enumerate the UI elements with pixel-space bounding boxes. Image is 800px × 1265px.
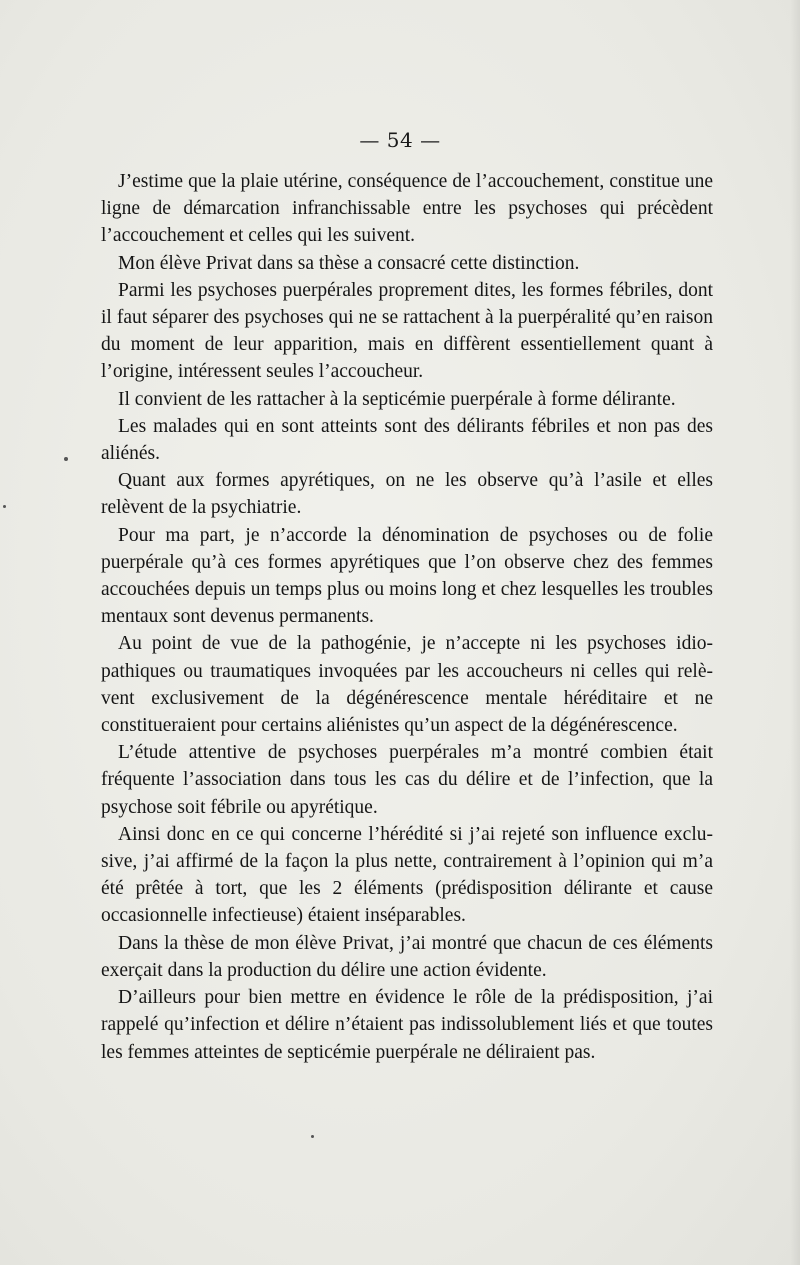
- paragraph-3: Parmi les psychoses puerpérales proprement dites, les formes fébriles, dont il faut séparer des psychoses qui ne se rattachent à la puerpéralité qu’en raison du moment de leur apparition, mais en diffèrent essentiellement quant à l’origine, intéressent seules l’accoucheur.: [101, 279, 713, 383]
- paragraph-6: Quant aux formes apyrétiques, on ne les observe qu’à l’asile et elles relèvent de la psychiatrie.: [101, 470, 713, 519]
- paragraph-10: Ainsi donc en ce qui concerne l’hérédité si j’ai rejeté son influence exclusive, j’ai affirmé de la façon la plus nette, contrairement à l’opinion qui m’a été prêtée à tort, que les 2 éléments (prédisposition délirante et cause occasionnelle infectieuse) étaient inséparables.: [101, 823, 713, 927]
- paragraph-2: Mon élève Privat dans sa thèse a consacré cette distinction.: [118, 252, 580, 274]
- paragraph-5: Les malades qui en sont atteints sont des délirants fébriles et non pas des aliénés.: [101, 415, 713, 465]
- paragraph-1: J’estime que la plaie utérine, conséquence de l’accouchement, constitue une ligne de démarcation infranchissable entre les psychoses qui précèdent l’accouchement et celles qui les suivent.: [101, 171, 713, 247]
- page-number: — 54 —: [359, 128, 441, 152]
- paper-speck: [3, 505, 6, 508]
- paper-speck: [64, 457, 68, 461]
- paper-speck: [311, 1135, 314, 1138]
- paragraph-7: Pour ma part, je n’accorde la dénomination de psychoses ou de folie puerpérale qu’à ces formes apyrétiques que l’on observe chez des femmes accouchées depuis un temps plus ou moins long et chez lesquelles les troubles mentaux sont devenus permanents.: [101, 524, 713, 628]
- paragraph-9: L’étude attentive de psychoses puerpérales m’a montré combien était fréquente l’association dans tous les cas du délire et de l’infection, que la psychose soit fébrile ou apyrétique.: [101, 742, 713, 818]
- paragraph-11: Dans la thèse de mon élève Privat, j’ai montré que chacun de ces éléments exerçait dans la production du délire une action évidente.: [101, 932, 713, 981]
- paragraph-12: D’ailleurs pour bien mettre en évidence le rôle de la prédisposition, j’ai rappelé qu’infection et délire n’étaient pas indissolublement liés et que toutes les femmes atteintes de septicémie puerpérale ne déliraient pas.: [101, 987, 713, 1063]
- page-edge-shadow: [790, 0, 800, 1265]
- page-body-text: [101, 168, 713, 1066]
- paragraph-8: Au point de vue de la pathogénie, je n’accepte ni les psychoses idiopathiques ou traumatiques invoquées par les accoucheurs ni celles qui relèvent exclusivement de la dégénérescence mentale héréditaire et ne constitueraient pour certains aliénistes qu’un aspect de la dégénérescence.: [101, 633, 713, 737]
- paragraph-4: Il convient de les rattacher à la septicémie puerpérale à forme délirante.: [118, 388, 676, 410]
